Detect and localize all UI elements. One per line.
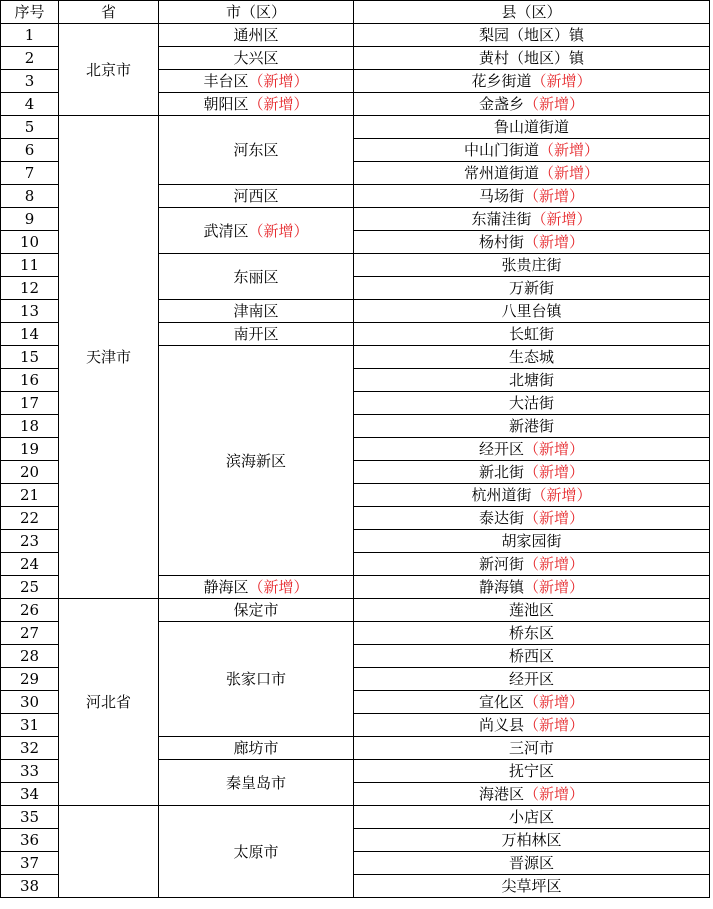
index-cell: 7 [1, 162, 59, 185]
index-cell: 19 [1, 438, 59, 461]
cell-text: 廊坊市 [233, 739, 279, 757]
index-cell: 3 [1, 70, 59, 93]
county-cell [354, 760, 710, 783]
new-tag: （新增） [524, 716, 585, 734]
county-cell [354, 116, 710, 139]
cell-text: 大沽街 [508, 394, 554, 412]
city-cell [159, 622, 354, 737]
county-cell [354, 185, 710, 208]
index-cell: 30 [1, 691, 59, 714]
county-cell [354, 875, 710, 898]
header-city: 市（区） [159, 1, 354, 24]
cell-text: 杭州道街 [471, 486, 532, 504]
table-row [1, 806, 710, 829]
cell-text: 小店区 [508, 808, 554, 826]
new-tag: （新增） [531, 486, 592, 504]
county-cell [354, 668, 710, 691]
cell-text: 大兴区 [233, 49, 279, 67]
cell-text: 北塘街 [508, 371, 554, 389]
new-tag: （新增） [524, 578, 585, 596]
cell-text: 桥西区 [508, 647, 554, 665]
county-cell [354, 70, 710, 93]
cell-text: 晋源区 [508, 854, 554, 872]
new-tag: （新增） [524, 233, 585, 251]
county-cell [354, 461, 710, 484]
cell-text: 太原市 [233, 842, 279, 861]
cell-text: 经开区 [508, 670, 554, 688]
index-cell: 31 [1, 714, 59, 737]
header-index: 序号 [1, 1, 59, 24]
index-cell: 34 [1, 783, 59, 806]
city-cell [159, 760, 354, 806]
index-cell: 1 [1, 24, 59, 47]
province-cell [59, 806, 159, 898]
county-cell [354, 507, 710, 530]
index-cell: 17 [1, 392, 59, 415]
cell-text: 胡家园街 [501, 532, 562, 550]
index-cell: 23 [1, 530, 59, 553]
county-cell [354, 47, 710, 70]
index-cell: 4 [1, 93, 59, 116]
cell-text: 南开区 [233, 325, 279, 343]
cell-text: 杨村街 [478, 233, 524, 251]
new-tag: （新增） [531, 210, 592, 228]
new-tag: （新增） [524, 463, 585, 481]
county-cell [354, 438, 710, 461]
index-cell: 12 [1, 277, 59, 300]
index-cell: 35 [1, 806, 59, 829]
county-cell [354, 369, 710, 392]
city-cell [159, 24, 354, 47]
new-tag: （新增） [524, 509, 585, 527]
cell-text: 抚宁区 [508, 762, 554, 780]
table-row [1, 599, 710, 622]
index-cell: 5 [1, 116, 59, 139]
city-cell [159, 93, 354, 116]
cell-text: 丰台区 [203, 72, 249, 90]
index-cell: 37 [1, 852, 59, 875]
county-cell [354, 576, 710, 599]
city-cell [159, 599, 354, 622]
cell-text: 马场街 [478, 187, 524, 205]
county-cell [354, 622, 710, 645]
cell-text: 通州区 [233, 26, 279, 44]
county-cell [354, 530, 710, 553]
new-tag: （新增） [531, 72, 592, 90]
index-cell: 2 [1, 47, 59, 70]
new-tag: （新增） [524, 555, 585, 573]
county-cell [354, 208, 710, 231]
new-tag: （新增） [524, 187, 585, 205]
new-tag: （新增） [524, 95, 585, 113]
cell-text: 长虹街 [508, 325, 554, 343]
new-tag: （新增） [524, 785, 585, 803]
county-cell [354, 277, 710, 300]
cell-text: 尖草坪区 [501, 877, 562, 895]
city-cell [159, 576, 354, 599]
cell-text: 东丽区 [233, 267, 279, 286]
county-cell [354, 553, 710, 576]
cell-text: 静海区 [203, 578, 249, 596]
index-cell: 16 [1, 369, 59, 392]
cell-text: 常州道街道 [463, 164, 539, 182]
index-cell: 32 [1, 737, 59, 760]
cell-text: 金盏乡 [478, 95, 524, 113]
county-cell [354, 852, 710, 875]
city-cell [159, 208, 354, 254]
index-cell: 8 [1, 185, 59, 208]
new-tag: （新增） [539, 141, 600, 159]
cell-text: 滨海新区 [225, 451, 286, 470]
index-cell: 13 [1, 300, 59, 323]
header-province: 省 [59, 1, 159, 24]
index-cell: 36 [1, 829, 59, 852]
county-cell [354, 323, 710, 346]
county-cell [354, 599, 710, 622]
county-cell [354, 254, 710, 277]
city-cell [159, 346, 354, 576]
new-tag: （新增） [539, 164, 600, 182]
city-cell [159, 185, 354, 208]
new-tag: （新增） [248, 221, 309, 240]
county-cell [354, 24, 710, 47]
cell-text: 海港区 [478, 785, 524, 803]
county-cell [354, 139, 710, 162]
province-cell: 天津市 [59, 116, 159, 599]
index-cell: 27 [1, 622, 59, 645]
table-row [1, 116, 710, 139]
index-cell: 6 [1, 139, 59, 162]
index-cell: 9 [1, 208, 59, 231]
cell-text: 新北街 [478, 463, 524, 481]
county-cell [354, 714, 710, 737]
county-cell [354, 829, 710, 852]
city-cell [159, 254, 354, 300]
county-cell [354, 162, 710, 185]
cell-text: 八里台镇 [501, 302, 562, 320]
county-cell [354, 691, 710, 714]
cell-text: 津南区 [233, 302, 279, 320]
city-cell [159, 737, 354, 760]
county-cell [354, 806, 710, 829]
city-cell [159, 806, 354, 898]
index-cell: 29 [1, 668, 59, 691]
cell-text: 花乡街道 [471, 72, 532, 90]
index-cell: 10 [1, 231, 59, 254]
cell-text: 东蒲洼街 [471, 210, 532, 228]
new-tag: （新增） [248, 578, 309, 596]
cell-text: 静海镇 [478, 578, 524, 596]
index-cell: 18 [1, 415, 59, 438]
header-county: 县（区） [354, 1, 710, 24]
city-cell [159, 70, 354, 93]
city-cell [159, 116, 354, 185]
index-cell: 33 [1, 760, 59, 783]
cell-text: 宣化区 [478, 693, 524, 711]
index-cell: 21 [1, 484, 59, 507]
cell-text: 鲁山道街道 [493, 118, 569, 136]
cell-text: 新港街 [508, 417, 554, 435]
cell-text: 经开区 [478, 440, 524, 458]
county-cell [354, 737, 710, 760]
cell-text: 新河街 [478, 555, 524, 573]
index-cell: 14 [1, 323, 59, 346]
cell-text: 尚义县 [478, 716, 524, 734]
cell-text: 泰达街 [478, 509, 524, 527]
cell-text: 黄村（地区）镇 [478, 49, 584, 67]
cell-text: 武清区 [203, 221, 249, 240]
index-cell: 26 [1, 599, 59, 622]
city-cell [159, 300, 354, 323]
table-row [1, 24, 710, 47]
cell-text: 朝阳区 [203, 95, 249, 113]
province-cell: 河北省 [59, 599, 159, 806]
city-cell [159, 47, 354, 70]
city-cell [159, 323, 354, 346]
cell-text: 万新街 [508, 279, 554, 297]
cell-text: 保定市 [233, 601, 279, 619]
county-cell [354, 300, 710, 323]
county-cell [354, 415, 710, 438]
index-cell: 22 [1, 507, 59, 530]
cell-text: 秦皇岛市 [225, 773, 286, 792]
cell-text: 三河市 [508, 739, 554, 757]
county-cell [354, 645, 710, 668]
new-tag: （新增） [524, 440, 585, 458]
county-cell [354, 484, 710, 507]
index-cell: 11 [1, 254, 59, 277]
cell-text: 莲池区 [508, 601, 554, 619]
index-cell: 38 [1, 875, 59, 898]
county-cell [354, 392, 710, 415]
new-tag: （新增） [248, 72, 309, 90]
cell-text: 生态城 [508, 348, 554, 366]
cell-text: 河西区 [233, 187, 279, 205]
cell-text: 梨园（地区）镇 [478, 26, 584, 44]
county-cell [354, 783, 710, 806]
new-tag: （新增） [248, 95, 309, 113]
cell-text: 万柏林区 [501, 831, 562, 849]
header-row [1, 1, 710, 24]
new-tag: （新增） [524, 693, 585, 711]
index-cell: 24 [1, 553, 59, 576]
county-cell [354, 346, 710, 369]
index-cell: 28 [1, 645, 59, 668]
county-cell [354, 231, 710, 254]
cell-text: 中山门街道 [463, 141, 539, 159]
cell-text: 张家口市 [225, 670, 286, 688]
index-cell: 25 [1, 576, 59, 599]
index-cell: 20 [1, 461, 59, 484]
index-cell: 15 [1, 346, 59, 369]
province-cell: 北京市 [59, 24, 159, 116]
cell-text: 张贵庄街 [501, 256, 562, 274]
cell-text: 桥东区 [508, 624, 554, 642]
county-cell [354, 93, 710, 116]
cell-text: 河东区 [233, 141, 279, 159]
